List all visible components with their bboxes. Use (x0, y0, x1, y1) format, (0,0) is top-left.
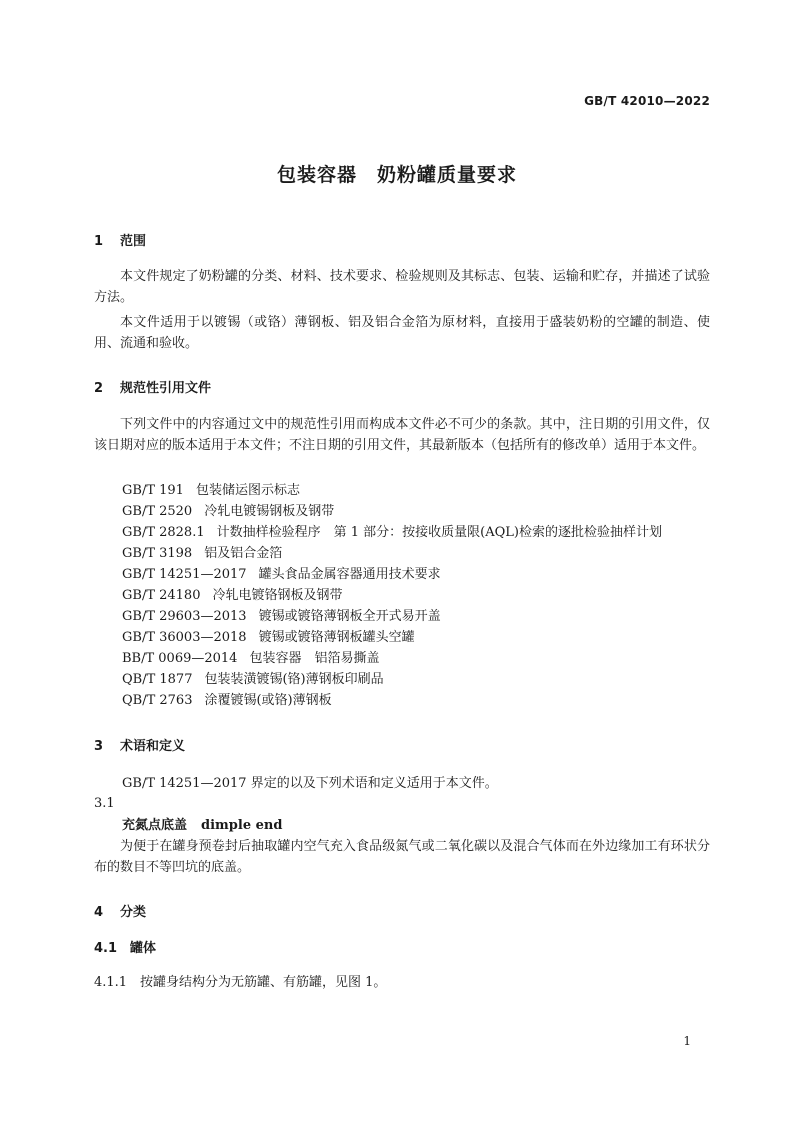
subsection-number: 4.1 (94, 941, 118, 956)
reference-title: 冷轧电镀锡钢板及钢带 (204, 504, 335, 519)
reference-title: 冷轧电镀铬钢板及钢带 (212, 588, 343, 603)
term-number: 3.1 (94, 796, 115, 811)
document-title: 包装容器 奶粉罐质量要求 (276, 164, 517, 186)
term-definition: 为便于在罐身预卷封后抽取罐内空气充入食品级氮气或二氧化碳以及混合气体而在外边缘加工有环状分布的数目不等凹坑的底盖。 (94, 839, 710, 875)
scope-paragraph-1: 本文件规定了奶粉罐的分类、材料、技术要求、检验规则及其标志、包装、运输和贮存，并描述了试验方法。 (94, 269, 710, 305)
section-title: 规范性引用文件 (120, 381, 212, 396)
reference-item (122, 522, 662, 543)
term-chinese: 充氮点底盖 (122, 818, 188, 833)
reference-title: 镀锡或镀铬薄钢板罐头空罐 (258, 630, 415, 645)
clause-number: 4.1.1 (94, 975, 128, 990)
clause-4-1-1 (94, 971, 386, 990)
reference-item (122, 564, 441, 585)
reference-item (122, 501, 334, 522)
reference-item (122, 585, 343, 606)
reference-title: 罐头食品金属容器通用技术要求 (258, 567, 441, 582)
reference-item (122, 480, 300, 501)
section-4-heading (94, 901, 146, 920)
reference-title: 铝及铝合金箔 (204, 546, 283, 561)
section-number: 1 (94, 234, 104, 249)
reference-code: GB/T 3198 (122, 546, 193, 561)
reference-code: GB/T 2828.1 (122, 525, 205, 540)
reference-item (122, 606, 441, 627)
section-title: 范围 (120, 234, 147, 249)
reference-code: BB/T 0069—2014 (122, 651, 238, 666)
reference-code: GB/T 191 (122, 483, 184, 498)
reference-code: GB/T 14251—2017 (122, 567, 247, 582)
section-number: 3 (94, 739, 104, 754)
term-english: dimple end (201, 818, 283, 833)
page-number: 1 (683, 1034, 691, 1048)
terms-intro: GB/T 14251—2017 界定的以及下列术语和定义适用于本文件。 (122, 776, 498, 791)
reference-item (122, 690, 332, 711)
reference-code: QB/T 2763 (122, 693, 193, 708)
reference-title: 计数抽样检验程序 第 1 部分：按接收质量限(AQL)检索的逐批检验抽样计划 (216, 525, 662, 540)
subsection-title: 罐体 (130, 941, 157, 956)
section-title: 分类 (120, 905, 147, 920)
reference-title: 涂覆镀锡(或铬)薄钢板 (204, 693, 332, 708)
term-entry (122, 815, 282, 836)
reference-title: 包装储运图示标志 (195, 483, 300, 498)
normative-references-intro: 下列文件中的内容通过文中的规范性引用而构成本文件必不可少的条款。其中，注日期的引用文件，仅该日期对应的版本适用于本文件；不注日期的引用文件，其最新版本（包括所有的修改单）适用于本文件。 (94, 417, 710, 453)
section-2-heading (94, 377, 211, 396)
section-number: 2 (94, 381, 104, 396)
reference-code: GB/T 2520 (122, 504, 193, 519)
reference-code: GB/T 36003—2018 (122, 630, 247, 645)
section-1-heading (94, 230, 146, 249)
section-title: 术语和定义 (120, 739, 186, 754)
section-number: 4 (94, 905, 104, 920)
reference-item (122, 648, 379, 669)
reference-code: GB/T 24180 (122, 588, 201, 603)
scope-paragraph-2: 本文件适用于以镀锡（或铬）薄钢板、铝及铝合金箔为原材料，直接用于盛装奶粉的空罐的制造、使用、流通和验收。 (94, 315, 710, 351)
reference-title: 镀锡或镀铬薄钢板全开式易开盖 (258, 609, 441, 624)
reference-code: GB/T 29603—2013 (122, 609, 247, 624)
clause-text: 按罐身结构分为无筋罐、有筋罐，见图 1。 (140, 975, 387, 990)
reference-item (122, 543, 282, 564)
reference-title: 包装容器 铝箔易撕盖 (249, 651, 380, 666)
standard-number: GB/T 42010—2022 (584, 94, 710, 108)
reference-code: QB/T 1877 (122, 672, 193, 687)
reference-title: 包装装潢镀锡(铬)薄钢板印刷品 (204, 672, 384, 687)
reference-item (122, 669, 384, 690)
section-3-heading (94, 735, 185, 754)
reference-item (122, 627, 415, 648)
subsection-4-1-heading (94, 937, 156, 956)
